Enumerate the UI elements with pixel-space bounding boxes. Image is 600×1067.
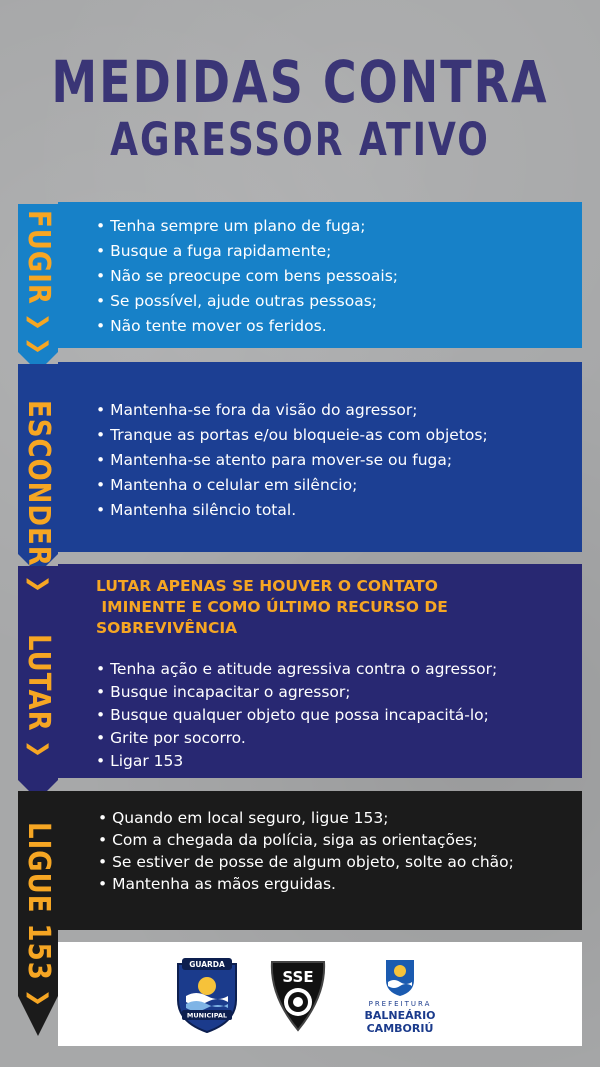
chevron-down-icon: ❯ xyxy=(26,312,51,332)
guarda-top-text: GUARDA xyxy=(189,960,225,969)
lutar-lead: LUTAR APENAS SE HOUVER O CONTATO IMINENTE E COMO ÚLTIMO RECURSO DE SOBREVIVÊNCIA xyxy=(96,577,448,637)
lutar-list xyxy=(96,658,497,773)
panel-fugir xyxy=(58,202,582,348)
list-item: • Mantenha silêncio total. xyxy=(96,498,488,523)
list-item: • Grite por socorro. xyxy=(96,727,497,750)
label-fugir xyxy=(18,210,58,357)
label-ligue-text: LIGUE 153 xyxy=(20,822,56,981)
list-item: • Busque incapacitar o agressor; xyxy=(96,681,497,704)
list-item: • Busque qualquer objeto que possa incapacitá-lo; xyxy=(96,704,497,727)
list-item: • Mantenha-se atento para mover-se ou fuga; xyxy=(96,448,488,473)
section-spine xyxy=(18,204,58,1036)
list-item: • Tranque as portas e/ou bloqueie-as com objetos; xyxy=(96,423,488,448)
list-item: • Ligar 153 xyxy=(96,750,497,773)
label-esconder xyxy=(18,400,58,595)
label-lutar xyxy=(18,634,58,760)
chevron-down-icon: ❯ xyxy=(26,574,51,594)
logos-bar xyxy=(58,942,582,1046)
fugir-list xyxy=(96,214,398,339)
chevron-down-icon: ❯ xyxy=(26,739,51,758)
list-item: • Mantenha as mãos erguidas. xyxy=(98,873,538,895)
label-esconder-text: ESCONDER xyxy=(20,400,56,567)
guarda-bottom-text: MUNICIPAL xyxy=(186,1011,228,1020)
label-lutar-text: LUTAR xyxy=(20,634,56,732)
sse-logo xyxy=(266,956,330,1034)
label-ligue xyxy=(18,822,58,1009)
prefeitura-logo xyxy=(350,956,450,1038)
list-item: • Mantenha-se fora da visão do agressor; xyxy=(96,398,488,423)
list-item: • Mantenha o celular em silêncio; xyxy=(96,473,488,498)
chevron-down-icon: ❯ xyxy=(26,336,51,356)
panel-esconder xyxy=(58,362,582,552)
esconder-list xyxy=(96,398,488,523)
list-item: • Busque a fuga rapidamente; xyxy=(96,239,398,264)
title-line-2: AGRESSOR ATIVO xyxy=(110,114,490,167)
prefeitura-emblem-icon xyxy=(350,956,450,996)
prefeitura-line1: PREFEITURA xyxy=(368,1000,432,1008)
list-item: • Tenha ação e atitude agressiva contra o agressor; xyxy=(96,658,497,681)
title-line-1: MEDIDAS CONTRA xyxy=(51,48,549,116)
prefeitura-line2: BALNEÁRIO xyxy=(364,1009,436,1022)
panel-ligue xyxy=(58,791,582,930)
list-item: • Com a chegada da polícia, siga as orientações; xyxy=(98,829,538,851)
chevron-down-icon: ❯ xyxy=(26,988,51,1007)
ligue-list xyxy=(98,807,538,895)
list-item: • Não tente mover os feridos. xyxy=(96,314,398,339)
list-item: • Se estiver de posse de algum objeto, solte ao chão; xyxy=(98,851,538,873)
guarda-municipal-logo xyxy=(174,956,240,1034)
list-item: • Quando em local seguro, ligue 153; xyxy=(98,807,538,829)
prefeitura-line3: CAMBORIÚ xyxy=(366,1022,434,1035)
list-item: • Se possível, ajude outras pessoas; xyxy=(96,289,398,314)
panel-lutar xyxy=(58,564,582,778)
label-fugir-text: FUGIR xyxy=(20,210,56,305)
list-item: • Tenha sempre um plano de fuga; xyxy=(96,214,398,239)
sse-text: SSE xyxy=(282,968,314,986)
list-item: • Não se preocupe com bens pessoais; xyxy=(96,264,398,289)
